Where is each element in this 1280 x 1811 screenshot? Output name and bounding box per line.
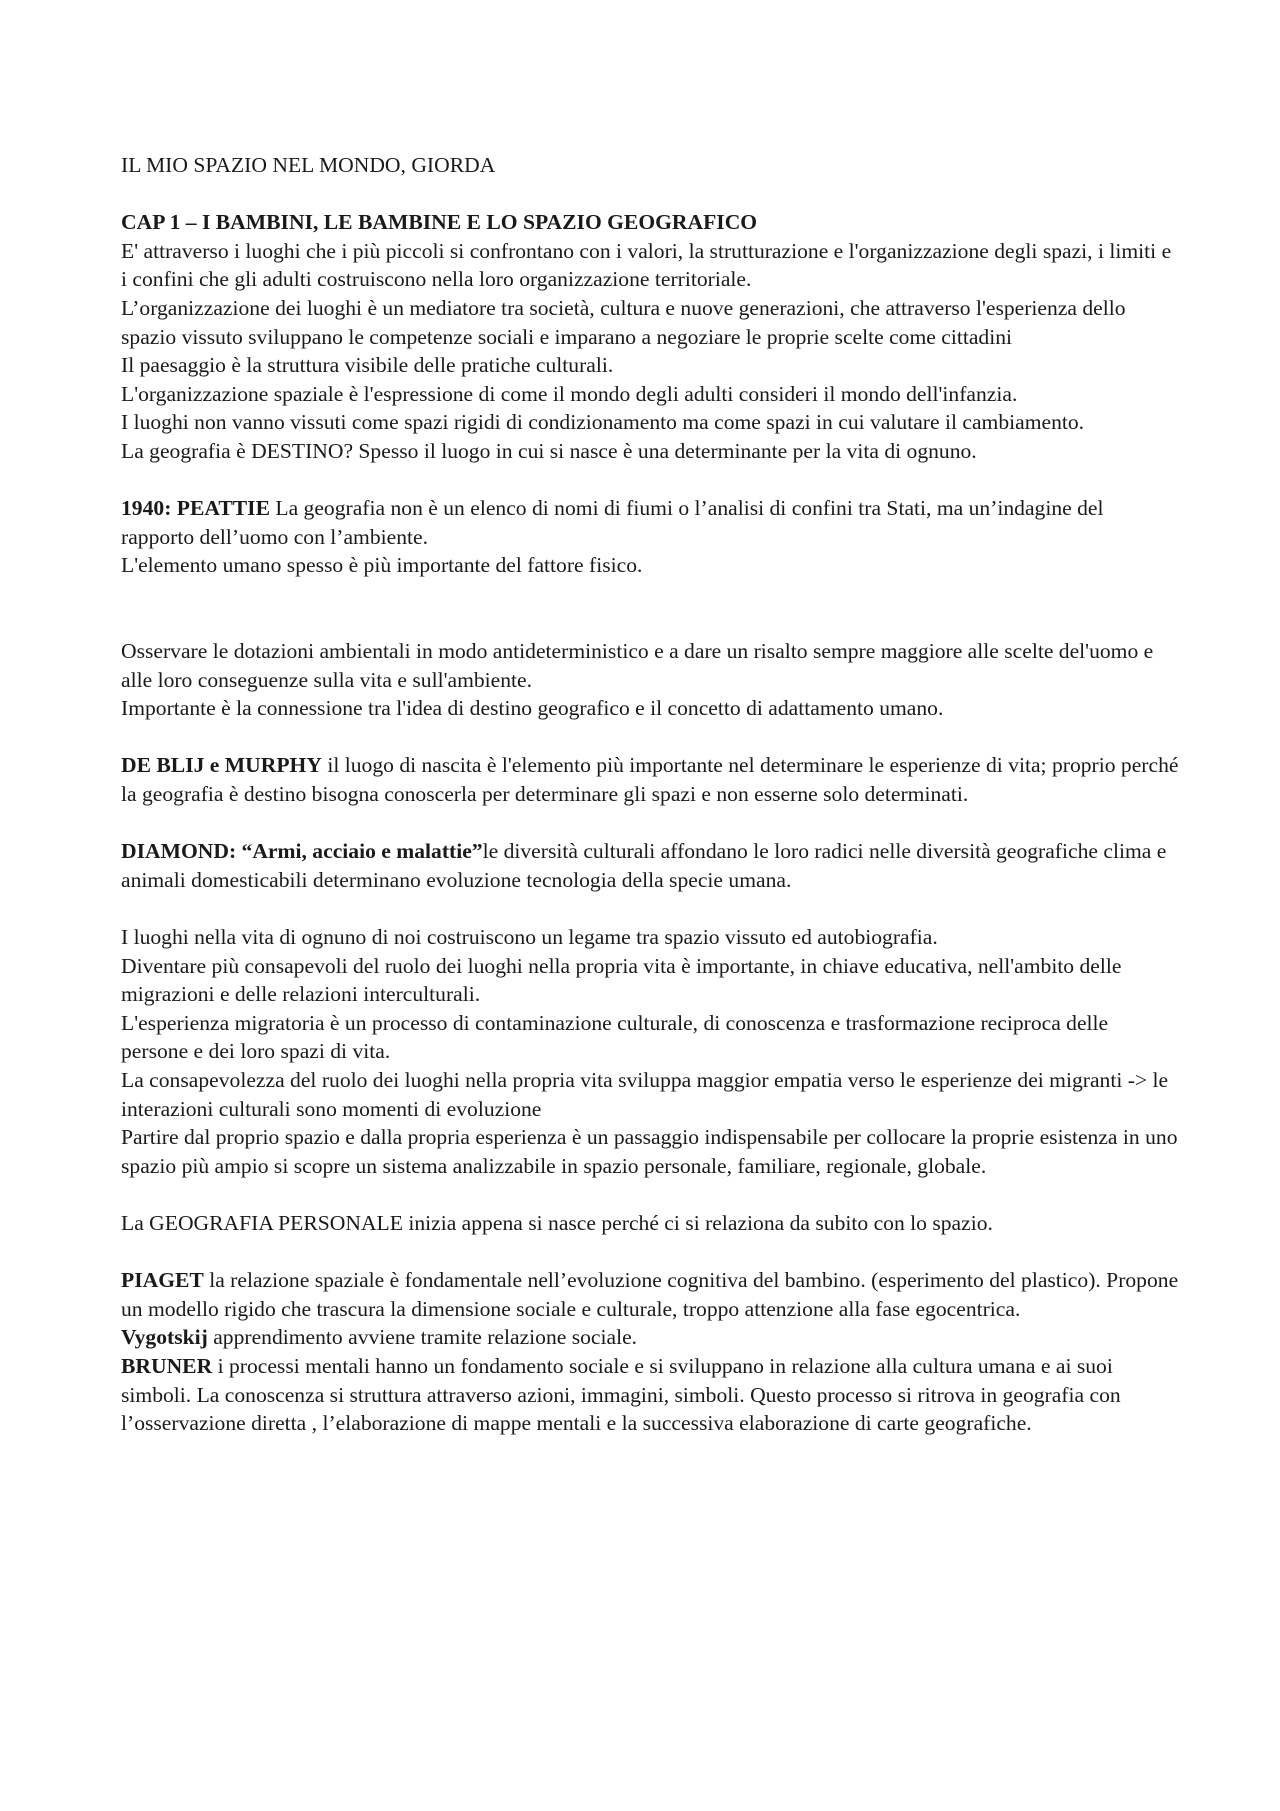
- paragraph: I luoghi nella vita di ognuno di noi costruiscono un legame tra spazio vissuto ed autobiografia.: [121, 925, 938, 950]
- author-label: PIAGET: [121, 1268, 204, 1293]
- paragraph: L’organizzazione dei luoghi è un mediatore tra società, cultura e nuove generazioni, che attraverso l'esperienza dello spazio vissuto sviluppano le competenze sociali e imparano a negoziare le proprie scelte come cittadini: [121, 295, 1126, 349]
- chapter-heading: CAP 1 – I BAMBINI, LE BAMBINE E LO SPAZIO GEOGRAFICO: [121, 210, 758, 235]
- paragraph: Partire dal proprio spazio e dalla propria esperienza è un passaggio indispensabile per collocare la proprie esistenza in uno spazio più ampio si scopre un sistema analizzabile in spazio personale, familiare, regionale, globale.: [121, 1125, 1178, 1178]
- paragraph-text: i processi mentali hanno un fondamento sociale e si sviluppano in relazione alla cultura umana e ai suoi simboli. La conoscenza si struttura attraverso azioni, immagini, simboli. Questo processo si ritrova in geografia con l’osservazione diretta , l’elaborazione di mappe mentali e la successiva elaborazione di carte geografiche.: [121, 1353, 1121, 1436]
- paragraph: Diventare più consapevoli del ruolo dei luoghi nella propria vita è importante, in chiave educativa, nell'ambito delle migrazioni e delle relazioni interculturali.: [121, 953, 1122, 1007]
- osservare-section: [121, 637, 1180, 723]
- document-title: IL MIO SPAZIO NEL MONDO, GIORDA: [121, 153, 496, 177]
- chapter-section: [121, 208, 1180, 465]
- paragraph-text: il luogo di nascita è l'elemento più importante nel determinare le esperienze di vita; proprio perché la geografia è destino bisogna conoscerla per determinare gli spazi e non esserne solo determinati.: [121, 753, 1179, 807]
- paragraph: [121, 751, 1180, 808]
- author-label: 1940: PEATTIE: [121, 496, 270, 521]
- paragraph: [121, 1266, 1180, 1323]
- diamond-section: [121, 837, 1180, 894]
- author-label: DIAMOND: “Armi, acciaio e malattie”: [121, 839, 483, 864]
- paragraph: La GEOGRAFIA PERSONALE inizia appena si nasce perché ci si relaziona da subito con lo spazio.: [121, 1210, 993, 1235]
- paragraph: L'elemento umano spesso è più importante del fattore fisico.: [121, 553, 643, 578]
- paragraph: [121, 837, 1180, 894]
- paragraph: L'esperienza migratoria è un processo di contaminazione culturale, di conoscenza e trasformazione reciproca delle persone e dei loro spazi di vita.: [121, 1010, 1109, 1064]
- author-label: DE BLIJ e MURPHY: [121, 753, 322, 778]
- author-label: Vygotskij: [121, 1325, 208, 1350]
- paragraph-text: la relazione spaziale è fondamentale nell’evoluzione cognitiva del bambino. (esperimento del plastico). Propone un modello rigido che trascura la dimensione sociale e culturale, troppo attenzione alla fase egocentrica.: [121, 1268, 1179, 1321]
- geografia-personale-section: [121, 1209, 1180, 1238]
- paragraph: La geografia è DESTINO? Spesso il luogo in cui si nasce è una determinante per la vita di ognuno.: [121, 438, 977, 463]
- deblij-section: [121, 751, 1180, 808]
- paragraph: [121, 494, 1180, 551]
- paragraph: I luoghi non vanno vissuti come spazi rigidi di condizionamento ma come spazi in cui valutare il cambiamento.: [121, 410, 1085, 435]
- paragraph: [121, 1352, 1180, 1438]
- peattie-section: [121, 494, 1180, 580]
- paragraph: L'organizzazione spaziale è l'espressione di come il mondo degli adulti consideri il mondo dell'infanzia.: [121, 381, 1018, 406]
- theorists-section: [121, 1266, 1180, 1438]
- paragraph: Importante è la connessione tra l'idea di destino geografico e il concetto di adattamento umano.: [121, 696, 944, 721]
- paragraph: La consapevolezza del ruolo dei luoghi nella propria vita sviluppa maggior empatia verso le esperienze dei migranti -> le interazioni culturali sono momenti di evoluzione: [121, 1068, 1169, 1121]
- paragraph-text: La geografia non è un elenco di nomi di fiumi o l’analisi di confini tra Stati, ma un’indagine del rapporto dell’uomo con l’ambiente.: [121, 496, 1104, 549]
- paragraph-text: apprendimento avviene tramite relazione sociale.: [207, 1325, 638, 1350]
- author-label: BRUNER: [121, 1353, 213, 1378]
- paragraph: E' attraverso i luoghi che i più piccoli si confrontano con i valori, la strutturazione e l'organizzazione degli spazi, i limiti e i confini che gli adulti costruiscono nella loro organizzazione territoriale.: [121, 238, 1172, 292]
- paragraph: Osservare le dotazioni ambientali in modo antideterministico e a dare un risalto sempre maggiore alle scelte del'uomo e alle loro conseguenze sulla vita e sull'ambiente.: [121, 639, 1154, 692]
- paragraph-text: le diversità culturali affondano le loro radici nelle diversità geografiche clima e animali domesticabili determinano evoluzione tecnologia della specie umana.: [121, 839, 1167, 892]
- luoghi-section: [121, 923, 1180, 1180]
- paragraph: [121, 1323, 1180, 1352]
- paragraph: Il paesaggio è la struttura visibile delle pratiche culturali.: [121, 353, 614, 378]
